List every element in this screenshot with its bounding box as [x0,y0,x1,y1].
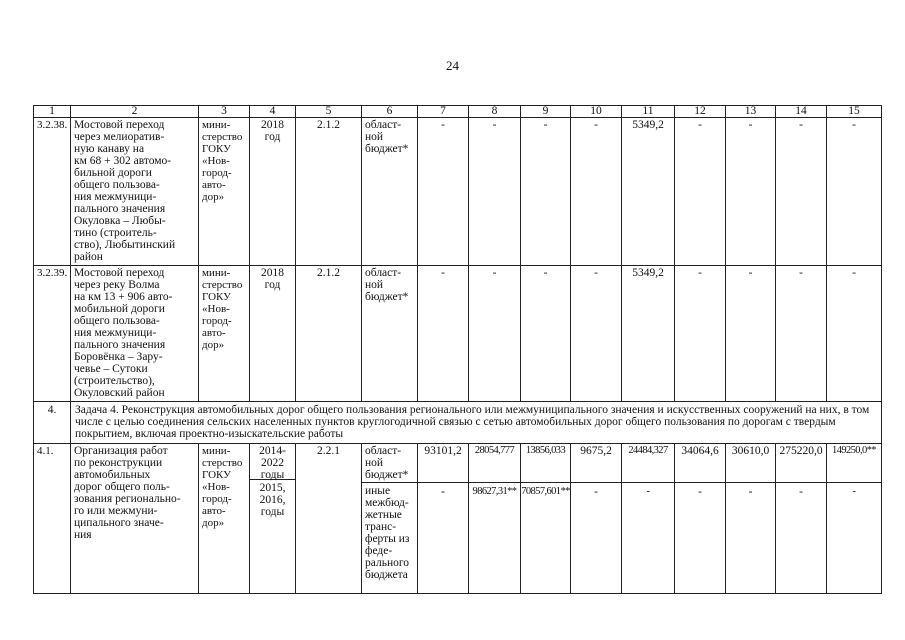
value-primary: 30610,0 [731,445,770,457]
header-cell: 1 [34,106,71,118]
value-secondary: - [675,482,725,498]
value-cell: - [726,266,776,402]
value-cell: - [521,118,571,266]
value-cell: - [675,118,726,266]
value-cell: - [469,118,521,266]
table-row [34,118,882,266]
row-name: Мостовой переход через мелиоратив- ную канаву на км 68 + 302 автомо- бильной дороги общего пользова- ния межмуници- пального значения Окуловка – Любы- тино (строитель- ство), Любытинский район [71,118,199,266]
value-primary: 28054,777 [474,445,515,456]
value-secondary: - [571,482,621,498]
header-cell: 10 [571,106,622,118]
value-cell: - [418,118,469,266]
row-year-primary: 2014- 2022 годы [259,445,286,481]
value-split-cell [776,444,827,594]
value-split-cell [827,444,882,594]
value-cell: - [418,266,469,402]
value-cell: 5349,2 [622,266,675,402]
header-cell: 8 [469,106,521,118]
row-source-primary: област- ной бюджет* [365,445,409,481]
value-secondary: 70857,601** [521,482,570,498]
row-source-cell [362,444,418,594]
value-secondary: - [827,482,881,498]
header-cell: 9 [521,106,571,118]
value-split-cell [675,444,726,594]
value-split-cell [521,444,571,594]
value-split-cell [726,444,776,594]
row-number: 4.1. [34,444,71,594]
row-name: Мостовой переход через реку Волма на км 13 + 906 авто- мобильной дороги общего пользова- ния межмуници- пального значения Боровёнка – Зару- чевье – Сутоки (строительство), Окуловский район [71,266,199,402]
value-primary: 9675,2 [580,445,612,457]
value-cell: - [726,118,776,266]
row-number: 3.2.39. [34,266,71,402]
value-split-cell [418,444,469,594]
value-primary: 13856,033 [525,445,566,456]
value-primary: 24484,327 [628,445,668,456]
header-cell: 11 [622,106,675,118]
row-executor: мини- стерство ГОКУ «Нов- город- авто- дор» [199,266,250,402]
value-split-cell [622,444,675,594]
value-cell: - [469,266,521,402]
row-number: 3.2.38. [34,118,71,266]
header-row [34,106,882,118]
row-source: област- ной бюджет* [362,266,418,402]
value-secondary: - [776,482,826,498]
value-primary: 149250,0** [832,445,876,456]
row-code: 2.1.2 [296,118,362,266]
value-cell: - [571,118,622,266]
value-cell: 5349,2 [622,118,675,266]
program-table [33,105,882,594]
row-year-cell [250,444,296,594]
table-row [34,444,882,594]
value-cell: - [571,266,622,402]
row-year: 2018 год [250,118,296,266]
value-primary: 275220,0 [779,445,823,457]
header-cell: 14 [776,106,827,118]
header-cell: 6 [362,106,418,118]
value-cell: - [776,266,827,402]
value-primary: 93101,2 [424,445,462,457]
value-split-cell [469,444,521,594]
header-cell: 4 [250,106,296,118]
header-cell: 15 [827,106,882,118]
value-split-cell [571,444,622,594]
value-secondary: - [418,482,468,498]
task-text: Задача 4. Реконструкция автомобильных дорог общего пользования регионального или межмуниципального значения и искусственных сооружений на них, в том числе с целью соединения сельских населенных пунктов круглогодичной связью с сетью автомобильных дорог общего пользования по дорогам с твердым покрытием, включая проектно-изыскательские работы [71,402,882,444]
value-cell: - [776,118,827,266]
task-row [34,402,882,444]
header-cell: 7 [418,106,469,118]
header-cell: 3 [199,106,250,118]
header-cell: 2 [71,106,199,118]
table-row [34,266,882,402]
value-cell: - [827,118,882,266]
value-secondary: - [622,482,674,498]
row-year: 2018 год [250,266,296,402]
row-code: 2.2.1 [296,444,362,594]
value-secondary: 98627,31** [469,482,520,498]
task-number: 4. [34,402,71,444]
row-executor: мини- стерство ГОКУ «Нов- город- авто- дор» [199,118,250,266]
value-cell: - [827,266,882,402]
row-code: 2.1.2 [296,266,362,402]
header-cell: 5 [296,106,362,118]
value-cell: - [521,266,571,402]
value-secondary: - [726,482,775,498]
row-source: област- ной бюджет* [362,118,418,266]
header-cell: 12 [675,106,726,118]
header-cell: 13 [726,106,776,118]
value-cell: - [675,266,726,402]
row-source-secondary: иные межбюд- жетные транс- ферты из феде- рального бюджета [362,482,417,583]
value-primary: 34064,6 [681,445,719,457]
row-year-secondary: 2015, 2016, годы [250,479,295,520]
row-name: Организация работ по реконструкции автомобильных дорог общего поль- зования регионально- го или межмуни- ципального значе- ния [71,444,199,594]
row-executor: мини- стерство ГОКУ «Нов- город- авто- дор» [199,444,250,594]
page-number: 24 [446,58,459,73]
